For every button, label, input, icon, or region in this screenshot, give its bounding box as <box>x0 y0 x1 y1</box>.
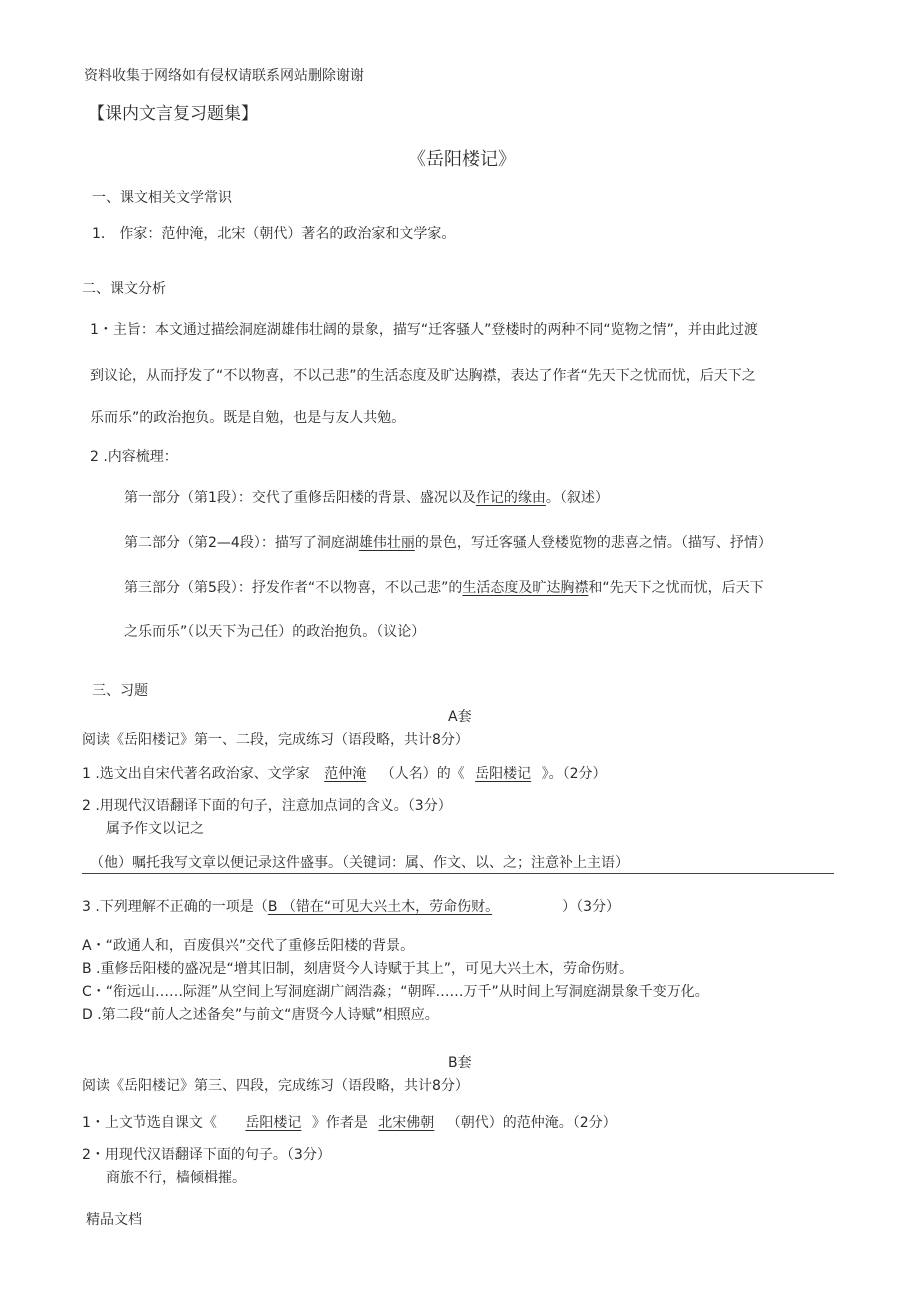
part2-tail: 的景色，写迁客骚人登楼览物的悲喜之情。（描写、抒情） <box>414 535 772 551</box>
part3-tail: 和“先天下之忧而忧，后天下 <box>588 580 764 596</box>
setA-option-d: D .第二段“前人之述备矣”与前文“唐贤今人诗赋”相照应。 <box>82 1007 439 1023</box>
setA-option-b: B .重修岳阳楼的盛况是“增其旧制，刻唐贤今人诗赋于其上”，可见大兴土木，劳命伤财。 <box>82 961 634 977</box>
setA-q3 <box>82 897 620 917</box>
content-heading: 2 .内容梳理： <box>90 449 178 465</box>
setB-q1-text: 1・上文节选自课文《 <box>82 1115 217 1131</box>
setA-label: A套 <box>448 709 472 725</box>
part1-line <box>124 488 609 508</box>
section3-heading: 三、习题 <box>92 683 148 699</box>
setA-q1-mid: （人名）的《 <box>380 766 465 782</box>
answer-divider <box>82 873 834 874</box>
setA-q1-answer-work: 岳阳楼记 <box>475 766 532 782</box>
part2-key: 雄伟壮丽 <box>358 535 415 551</box>
footer-note: 精品文档 <box>86 1212 142 1228</box>
setA-option-c: C・“衔远山……际涯”从空间上写洞庭湖广阔浩淼；“朝晖……万千”从时间上写洞庭湖景象千变万化。 <box>82 984 709 1000</box>
setA-q1-text: 1 .选文出自宋代著名政治家、文学家 <box>82 766 310 782</box>
setB-q1-tail: （朝代）的范仲淹。（2分） <box>446 1115 617 1131</box>
part3-line <box>124 578 764 598</box>
setA-option-a: A・“政通人和，百废俱兴”交代了重修岳阳楼的背景。 <box>82 938 415 954</box>
part1-tail: 。（叙述） <box>545 490 609 506</box>
section2-heading: 二、课文分析 <box>82 281 166 297</box>
setA-q3-tail: ）（3分） <box>562 899 621 915</box>
part3-line-2: 之乐而乐”（以天下为己任）的政治抱负。（议论） <box>124 624 426 640</box>
setB-q2-sentence: 商旅不行，樯倾楫摧。 <box>106 1170 246 1186</box>
part3-text: 第三部分（第5段）：抒发作者“不以物喜，不以己悲”的 <box>124 580 463 596</box>
setA-q1-answer-author: 范仲淹 <box>324 766 367 782</box>
section1-item1: 1． 作家：范仲淹，北宋（朝代）著名的政治家和文学家。 <box>92 226 456 242</box>
collection-title: 【课内文言复习题集】 <box>88 104 258 124</box>
part2-text: 第二部分（第2—4段）：描写了洞庭湖 <box>124 535 359 551</box>
setB-q1-mid: 》作者是 <box>311 1115 368 1131</box>
setB-q2: 2・用现代汉语翻译下面的句子。（3分） <box>82 1147 331 1163</box>
theme-line-3: 乐而乐”的政治抱负。既是自勉，也是与友人共勉。 <box>90 410 406 426</box>
setA-intro: 阅读《岳阳楼记》第一、二段，完成练习（语段略，共计8分） <box>82 732 469 748</box>
part3-key: 生活态度及旷达胸襟 <box>462 580 589 596</box>
setB-q1 <box>82 1113 617 1133</box>
section1-heading: 一、课文相关文学常识 <box>92 190 232 206</box>
setA-q2: 2 .用现代汉语翻译下面的句子，注意加点词的含义。（3分） <box>82 798 452 814</box>
setA-q3-answer: B （错在“可见大兴土木，劳命伤财。 <box>267 899 493 915</box>
setA-q3-text: 3 .下列理解不正确的一项是（ <box>82 899 268 915</box>
setB-label: B套 <box>448 1055 472 1071</box>
setA-q2-answer: （他）嘱托我写文章以便记录这件盛事。（关键词：属、作文、以、之；注意补上主语） <box>90 855 629 871</box>
setA-q1-tail: 》。（2分） <box>541 766 607 782</box>
part1-key: 作记的缘由 <box>475 490 546 506</box>
setA-q2-sentence: 属予作文以记之 <box>106 821 204 837</box>
setB-q1-answer-dynasty: 北宋佛朝 <box>378 1115 435 1131</box>
setB-q1-answer-work: 岳阳楼记 <box>245 1115 302 1131</box>
theme-line-2: 到议论，从而抒发了“不以物喜，不以己悲”的生活态度及旷达胸襟，表达了作者“先天下之忧而忧，后天下之 <box>90 368 756 384</box>
lesson-title: 《岳阳楼记》 <box>408 149 516 170</box>
theme-line-1: 1・主旨：本文通过描绘洞庭湖雄伟壮阔的景象，描写“迁客骚人”登楼时的两种不同“览物之情”，并由此过渡 <box>90 322 758 338</box>
header-note: 资料收集于网络如有侵权请联系网站删除谢谢 <box>84 68 364 84</box>
setA-q1 <box>82 764 607 784</box>
setB-intro: 阅读《岳阳楼记》第三、四段，完成练习（语段略，共计8分） <box>82 1078 469 1094</box>
part1-text: 第一部分（第1段）：交代了重修岳阳楼的背景、盛况以及 <box>124 490 476 506</box>
part2-line <box>124 533 772 553</box>
